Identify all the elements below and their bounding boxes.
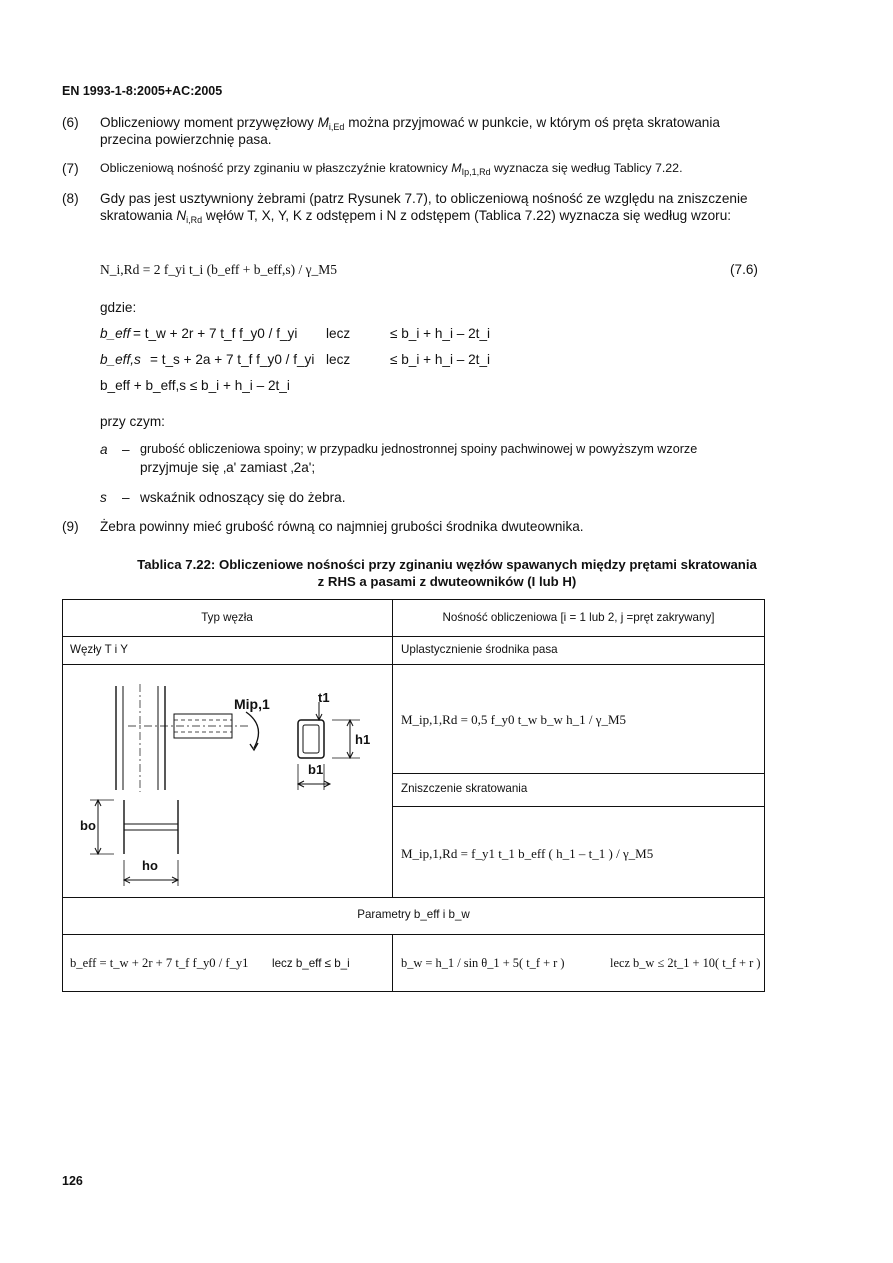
formula-mip-1: M_ip,1,Rd = 0,5 f_y0 t_w b_w h_1 / γ_M5 <box>401 712 627 727</box>
label-bo: bo <box>80 818 96 833</box>
przy-czym-label: przy czym: <box>100 414 165 429</box>
paragraph-text: Obliczeniową nośność przy zginaniu w płaszczyźnie kratownicy $M_{Ip,1,Rd}$ wyznacza się według Tablicy 7.22. <box>100 161 683 177</box>
where-label: gdzie: <box>100 300 137 315</box>
formula-mip-2: M_ip,1,Rd = f_y1 t_1 b_eff ( h_1 – t_1 ) / γ_M5 <box>401 846 654 861</box>
lecz-1: lecz <box>326 326 351 341</box>
joint-type: Węzły T i Y <box>70 643 128 656</box>
beff-table-formula: b_eff = t_w + 2r + 7 t_f f_y0 / f_y1 <box>70 956 249 970</box>
beff-rhs: = t_w + 2r + 7 t_f f_y0 / f_yi <box>133 326 298 341</box>
def-a-symbol: a <box>100 442 108 457</box>
paragraph-number: (8) <box>62 191 79 206</box>
beffs-rhs: = t_s + 2a + 7 t_f f_y0 / f_yi <box>150 352 315 367</box>
caption-line-2: z RHS a pasami z dwuteowników (I lub H) <box>317 574 577 589</box>
beff-lhs: b_eff <box>100 326 131 341</box>
bw-table-limit: lecz b_w ≤ 2t_1 + 10( t_f + r ) <box>610 956 761 970</box>
paragraph-number: (7) <box>62 161 79 176</box>
beffs-limit: ≤ b_i + h_i – 2t_i <box>390 352 491 367</box>
table-head-left: Typ węzła <box>201 611 253 624</box>
dash-a: – <box>122 442 130 457</box>
paragraph-number: (6) <box>62 115 79 130</box>
equation-number: (7.6) <box>730 262 758 277</box>
paragraph-text: Żebra powinny mieć grubość równą co najmniej grubości środnika dwuteownika. <box>100 519 584 534</box>
paragraph-number: (9) <box>62 519 79 534</box>
beff-table-limit: lecz b_eff ≤ b_i <box>272 957 350 970</box>
def-a-text-2: przyjmuje się ‚a' zamiast ‚2a'; <box>140 460 316 475</box>
table-head-right: Nośność obliczeniowa [i = 1 lub 2, j =pręt zakrywany] <box>442 611 715 624</box>
page-number: 126 <box>62 1174 83 1188</box>
def-s-text: wskaźnik odnoszący się do żebra. <box>140 490 346 505</box>
label-mip: Mip,1 <box>234 696 270 712</box>
lecz-2: lecz <box>326 352 351 367</box>
paragraph-text: Gdy pas jest usztywniony żebrami (patrz Rysunek 7.7), to obliczeniową nośność ze względu na zniszczenie skratowania $N_{i,Rd}$ węłów T, X, Y, K z odstępem i N z odstępem (Tablica 7.22) wyznacza się według wzoru: <box>100 191 748 225</box>
failure-mode-2: Zniszczenie skratowania <box>401 782 528 795</box>
joint-diagram <box>90 684 360 886</box>
def-s-symbol: s <box>100 490 107 505</box>
def-a-text: grubość obliczeniowa spoiny; w przypadku jednostronnej spoiny pachwinowej w powyższym wzorze <box>140 442 698 456</box>
label-b1: b1 <box>308 762 324 777</box>
label-h1: h1 <box>355 732 371 747</box>
beff-sum: b_eff + b_eff,s ≤ b_i + h_i – 2t_i <box>100 378 290 393</box>
failure-mode-1: Uplastycznienie środnika pasa <box>401 643 558 656</box>
caption-line-1: Tablica 7.22: Obliczeniowe nośności przy zginaniu węzłów spawanych między prętami skratowania <box>137 557 757 572</box>
bw-table-formula: b_w = h_1 / sin θ_1 + 5( t_f + r ) <box>401 956 565 970</box>
paragraph-text: Obliczeniowy moment przywęzłowy $M_{i,Ed}$ można przyjmować w punkcie, w którym oś pręta skratowania przecina powierzchnię pasa. <box>100 115 720 147</box>
dash-s: – <box>122 490 130 505</box>
label-t1: t1 <box>318 690 330 705</box>
beffs-lhs: b_eff,s <box>100 352 141 367</box>
equation-7-6: N_i,Rd = 2 f_yi t_i (b_eff + b_eff,s) / γ_M5 <box>100 262 338 277</box>
beff-limit: ≤ b_i + h_i – 2t_i <box>390 326 491 341</box>
label-ho: ho <box>142 858 158 873</box>
document-header: EN 1993-1-8:2005+AC:2005 <box>62 84 223 98</box>
parameters-header: Parametry b_eff i b_w <box>357 908 470 921</box>
